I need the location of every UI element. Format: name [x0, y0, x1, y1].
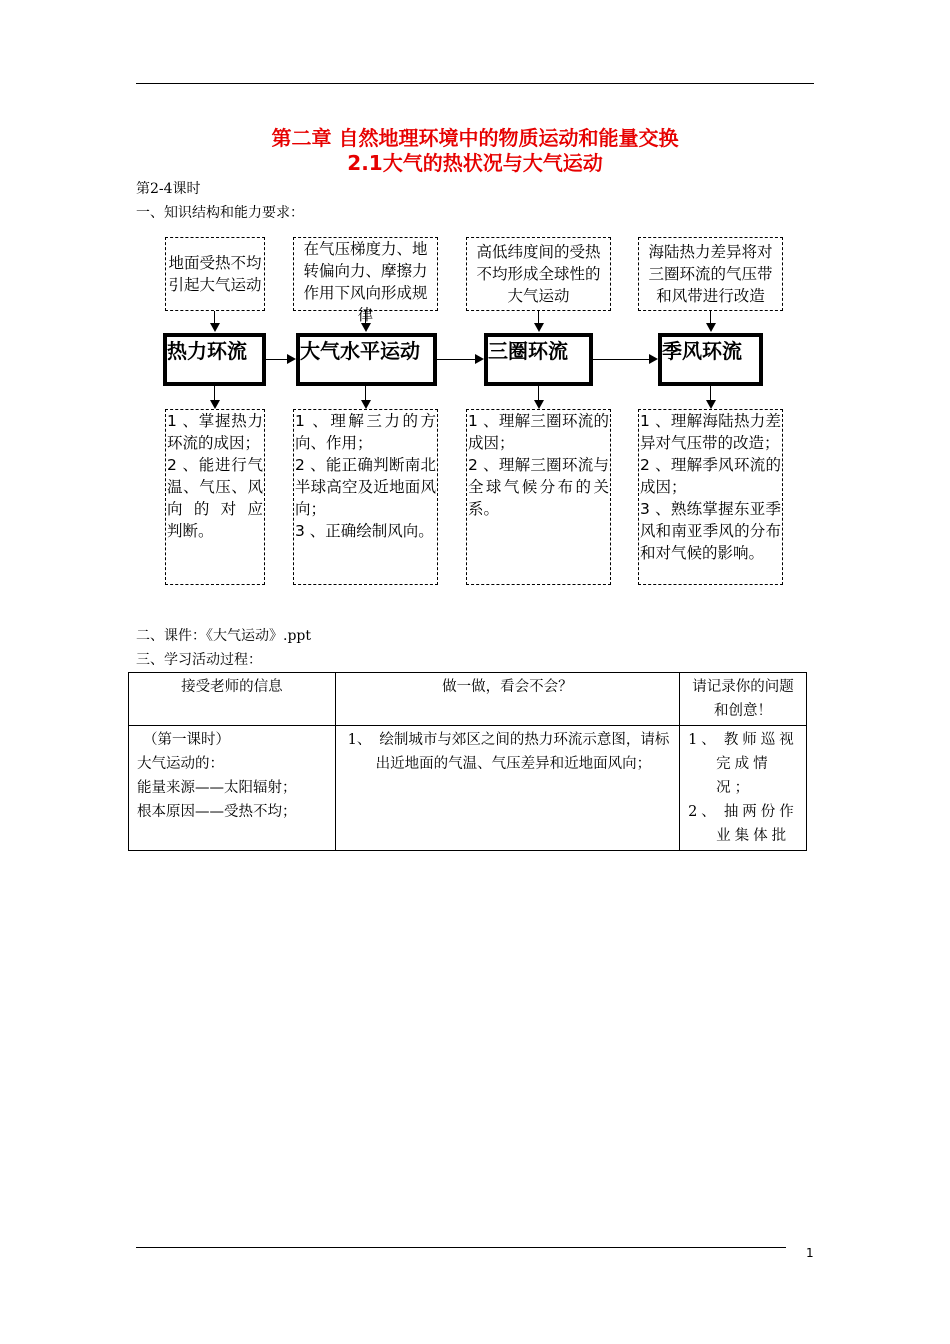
requirement-item: 2 、理解三圈环流与全球气候分布的关系。: [468, 456, 609, 518]
arrow-down-icon: [534, 323, 544, 332]
connector-line: [266, 359, 288, 360]
arrow-down-icon: [706, 400, 716, 409]
courseware-line: 二、课件：《大气运动》.ppt: [136, 628, 311, 644]
header-rule: [136, 83, 814, 84]
requirements-box-horizontal: [293, 409, 438, 585]
arrow-down-icon: [361, 400, 371, 409]
cell-practice: [335, 726, 679, 851]
section-one-heading: 一、知识结构和能力要求：: [136, 205, 304, 221]
requirement-item: 1 、理解海陆热力差异对气压带的改造；: [640, 412, 781, 452]
requirement-item: 1 、掌握热力环流的成因；: [167, 412, 263, 452]
arrow-right-icon: [475, 354, 484, 364]
item-text: 抽两份作业集体批: [716, 804, 798, 844]
cause-text: 在气压梯度力、地转偏向力、摩擦力作用下风向形成规律: [303, 240, 428, 324]
table-row: [129, 726, 807, 851]
chapter-title: 第二章 自然地理环境中的物质运动和能量交换: [271, 126, 679, 150]
cause-text: 海陆热力差异将对三圈环流的气压带和风带进行改造: [648, 243, 773, 305]
cell-line: （第一课时）: [143, 732, 230, 748]
item-number: 1、: [347, 732, 372, 748]
table-header-row: [129, 673, 807, 726]
requirements-box-monsoon: [638, 409, 783, 585]
activity-table: [128, 672, 807, 851]
cell-line: 能量来源——太阳辐射；: [137, 780, 297, 796]
cause-box-thermal: [165, 237, 265, 311]
lesson-hours: 第2-4课时: [136, 181, 201, 197]
list-item: [688, 728, 798, 800]
cause-text: 高低纬度间的受热不均形成全球性的大气运动: [476, 243, 601, 305]
node-horizontal-motion: 大气水平运动: [296, 333, 437, 386]
node-thermal-circulation: 热力环流: [163, 333, 266, 386]
arrow-down-icon: [706, 323, 716, 332]
header-cell-notes: 请记录你的问题和创意！: [680, 673, 807, 726]
requirements-box-thermal: [165, 409, 265, 585]
connector-line: [538, 386, 539, 401]
connector-line: [710, 386, 711, 401]
arrow-down-icon: [534, 400, 544, 409]
item-text: 教师巡视完成情况；: [716, 732, 798, 796]
cause-text: 地面受热不均引起大气运动: [168, 254, 262, 294]
footer-rule: [136, 1247, 786, 1248]
item-number: 1、: [688, 732, 720, 748]
connector-line: [365, 386, 366, 401]
header-cell-teacher-info: 接受老师的信息: [129, 673, 336, 726]
cause-box-horizontal: [293, 237, 438, 324]
item-number: 2、: [688, 804, 720, 820]
cell-notes: [680, 726, 807, 851]
cell-teacher-info: [129, 726, 336, 851]
arrow-right-icon: [287, 354, 296, 364]
requirement-item: 2 、理解季风环流的成因；: [640, 456, 781, 496]
requirement-item: 1 、理解三力的方向、作用；: [295, 412, 436, 452]
connector-line: [593, 359, 650, 360]
header-cell-practice: 做一做，看会不会？: [335, 673, 679, 726]
arrow-right-icon: [649, 354, 658, 364]
cell-line: 根本原因——受热不均；: [137, 804, 297, 820]
requirement-item: 1 、理解三圈环流的成因；: [468, 412, 609, 452]
list-item: [348, 728, 671, 776]
requirements-box-three-cell: [466, 409, 611, 585]
node-monsoon-circulation: 季风环流: [658, 333, 763, 386]
item-text: 绘制城市与郊区之间的热力环流示意图，请标出近地面的气温、气压差异和近地面风向；: [375, 732, 670, 772]
requirement-item: 3 、熟练掌握东亚季风和南亚季风的分布和对气候的影响。: [640, 500, 781, 562]
requirement-item: 2 、能正确判断南北半球高空及近地面风向；: [295, 456, 436, 518]
arrow-down-icon: [361, 323, 371, 332]
node-three-cell-circulation: 三圈环流: [484, 333, 593, 386]
section-title: 2.1大气的热状况与大气运动: [347, 151, 603, 175]
connector-line: [437, 359, 476, 360]
cause-box-monsoon: [638, 237, 783, 311]
requirement-item: 3 、正确绘制风向。: [295, 522, 434, 540]
cause-box-three-cell: [466, 237, 611, 311]
page-number: 1: [806, 1246, 814, 1260]
arrow-down-icon: [210, 323, 220, 332]
arrow-down-icon: [210, 400, 220, 409]
cell-line: 大气运动的：: [137, 756, 224, 772]
list-item: [688, 800, 798, 848]
process-heading: 三、学习活动过程：: [136, 652, 262, 668]
connector-line: [214, 386, 215, 401]
requirement-item: 2 、能进行气温、气压、风向 的 对 应 判断。: [167, 456, 263, 540]
